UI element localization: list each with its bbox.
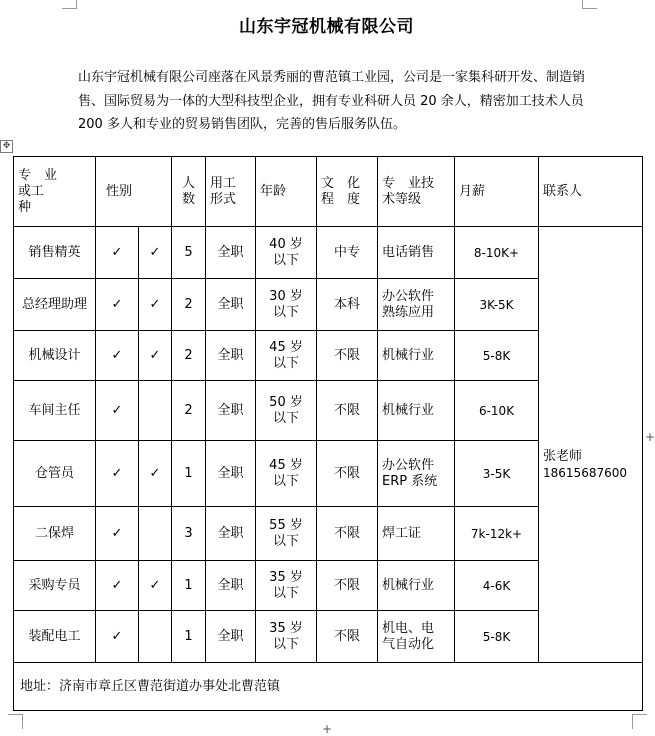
age-requirement-line: 以下 [273, 355, 300, 371]
headcount: 2 [172, 381, 206, 441]
skill-requirement-line: 机械行业 [382, 402, 435, 418]
skill-requirement-line: 气自动化 [382, 636, 435, 652]
education: 不限 [317, 611, 378, 663]
skill-requirement [378, 331, 455, 381]
age-requirement-line: 30 岁 [269, 288, 303, 304]
age-requirement [256, 611, 317, 663]
age-requirement [256, 561, 317, 611]
male-check: ✓ [96, 331, 139, 381]
employment-type: 全职 [206, 381, 256, 441]
employment-type: 全职 [206, 507, 256, 561]
header-employment [206, 157, 256, 227]
header-text: 专 业技 [382, 175, 435, 191]
skill-requirement-line: 办公软件 [382, 457, 435, 473]
employment-type: 全职 [206, 441, 256, 507]
skill-requirement-line: 焊工证 [382, 525, 422, 541]
female-check: ✓ [139, 561, 172, 611]
header-text: 文 化 [321, 175, 361, 191]
female-check [139, 507, 172, 561]
male-check: ✓ [96, 507, 139, 561]
female-check: ✓ [139, 227, 172, 279]
age-requirement [256, 331, 317, 381]
headcount: 2 [172, 279, 206, 331]
age-requirement-line: 45 岁 [269, 457, 303, 473]
header-text: 或工 [18, 183, 45, 199]
salary: 3-5K [455, 441, 539, 507]
header-skill [378, 157, 455, 227]
salary: 7k-12k+ [455, 507, 539, 561]
skill-requirement-line: 办公软件 [382, 288, 435, 304]
education: 不限 [317, 331, 378, 381]
page-corner-mark [62, 0, 77, 9]
header-text: 形式 [210, 191, 237, 207]
skill-requirement [378, 279, 455, 331]
job-title: 销售精英 [14, 227, 96, 279]
skill-requirement-line: 机电、电 [382, 620, 435, 636]
age-requirement-line: 以下 [273, 304, 300, 320]
headcount: 1 [172, 441, 206, 507]
company-intro: 山东宇冠机械有限公司座落在风景秀丽的曹范镇工业园，公司是一家集科研开发、制造销售、国际贸易为一体的大型科技型企业，拥有专业科研人员 20 余人，精密加工技术人员 200 多人和专业的贸易销售团队，完善的售后服务队伍。 [78, 70, 586, 132]
age-requirement-line: 50 岁 [269, 394, 303, 410]
headcount: 1 [172, 561, 206, 611]
male-check: ✓ [96, 611, 139, 663]
male-check: ✓ [96, 561, 139, 611]
male-check: ✓ [96, 227, 139, 279]
female-check: ✓ [139, 441, 172, 507]
job-title: 机械设计 [14, 331, 96, 381]
age-requirement-line: 以下 [273, 636, 300, 652]
job-table [13, 156, 643, 711]
skill-requirement [378, 441, 455, 507]
header-text: 程 度 [321, 191, 361, 207]
salary: 6-10K [455, 381, 539, 441]
header-text: 种 [18, 199, 32, 215]
female-check: ✓ [139, 331, 172, 381]
job-title: 二保焊 [14, 507, 96, 561]
add-column-icon[interactable]: + [645, 430, 655, 444]
job-title: 采购专员 [14, 561, 96, 611]
job-title: 装配电工 [14, 611, 96, 663]
header-age: 年龄 [256, 157, 317, 227]
employment-type: 全职 [206, 279, 256, 331]
education: 本科 [317, 279, 378, 331]
address: 地址：济南市章丘区曹范街道办事处北曹范镇 [14, 663, 643, 711]
header-education [317, 157, 378, 227]
address-row [14, 663, 643, 711]
salary: 4-6K [455, 561, 539, 611]
skill-requirement [378, 561, 455, 611]
education: 不限 [317, 507, 378, 561]
job-title: 总经理助理 [14, 279, 96, 331]
headcount: 1 [172, 611, 206, 663]
age-requirement-line: 55 岁 [269, 517, 303, 533]
employment-type: 全职 [206, 227, 256, 279]
female-check [139, 381, 172, 441]
header-salary: 月薪 [455, 157, 539, 227]
age-requirement-line: 以下 [273, 252, 300, 268]
age-requirement-line: 以下 [273, 473, 300, 489]
header-profession [14, 157, 96, 227]
male-check: ✓ [96, 381, 139, 441]
headcount: 2 [172, 331, 206, 381]
age-requirement-line: 35 岁 [269, 569, 303, 585]
female-check [139, 611, 172, 663]
header-text: 术等级 [382, 191, 422, 207]
page-corner-mark [582, 0, 597, 9]
employment-type: 全职 [206, 611, 256, 663]
skill-requirement-line: 电话销售 [382, 244, 435, 260]
add-row-icon[interactable]: + [322, 722, 333, 736]
employment-type: 全职 [206, 561, 256, 611]
age-requirement [256, 507, 317, 561]
job-title: 仓管员 [14, 441, 96, 507]
age-requirement-line: 以下 [273, 585, 300, 601]
age-requirement-line: 以下 [273, 533, 300, 549]
document-title: 山东宇冠机械有限公司 [239, 17, 414, 37]
skill-requirement-line: 机械行业 [382, 347, 435, 363]
headcount: 3 [172, 507, 206, 561]
header-row [14, 157, 643, 227]
age-requirement-line: 35 岁 [269, 620, 303, 636]
skill-requirement [378, 507, 455, 561]
age-requirement [256, 381, 317, 441]
job-title: 车间主任 [14, 381, 96, 441]
header-text: 数 [182, 191, 196, 207]
age-requirement [256, 227, 317, 279]
age-requirement-line: 以下 [273, 410, 300, 426]
header-text: 专 业 [18, 167, 58, 183]
salary: 8-10K+ [455, 227, 539, 279]
age-requirement [256, 279, 317, 331]
contact-name: 张老师 [543, 448, 583, 464]
contact-phone: 18615687600 [543, 465, 627, 480]
skill-requirement-line: ERP 系统 [382, 473, 438, 489]
headcount: 5 [172, 227, 206, 279]
male-check: ✓ [96, 441, 139, 507]
header-text: 用工 [210, 175, 237, 191]
education: 中专 [317, 227, 378, 279]
age-requirement-line: 40 岁 [269, 236, 303, 252]
education: 不限 [317, 561, 378, 611]
skill-requirement-line: 熟练应用 [382, 304, 435, 320]
employment-type: 全职 [206, 331, 256, 381]
page-corner-mark [8, 714, 23, 729]
job-row [14, 227, 643, 279]
skill-requirement-line: 机械行业 [382, 577, 435, 593]
table-move-handle-icon[interactable]: ✥ [0, 140, 13, 153]
age-requirement [256, 441, 317, 507]
page-corner-mark [632, 714, 647, 729]
salary: 3K-5K [455, 279, 539, 331]
female-check: ✓ [139, 279, 172, 331]
education: 不限 [317, 441, 378, 507]
header-text: 人 [182, 175, 196, 191]
header-gender: 性别 [96, 157, 172, 227]
salary: 5-8K [455, 331, 539, 381]
skill-requirement [378, 381, 455, 441]
skill-requirement [378, 227, 455, 279]
contact-info [539, 227, 643, 663]
header-count [172, 157, 206, 227]
education: 不限 [317, 381, 378, 441]
salary: 5-8K [455, 611, 539, 663]
male-check: ✓ [96, 279, 139, 331]
skill-requirement [378, 611, 455, 663]
header-contact: 联系人 [539, 157, 643, 227]
age-requirement-line: 45 岁 [269, 339, 303, 355]
